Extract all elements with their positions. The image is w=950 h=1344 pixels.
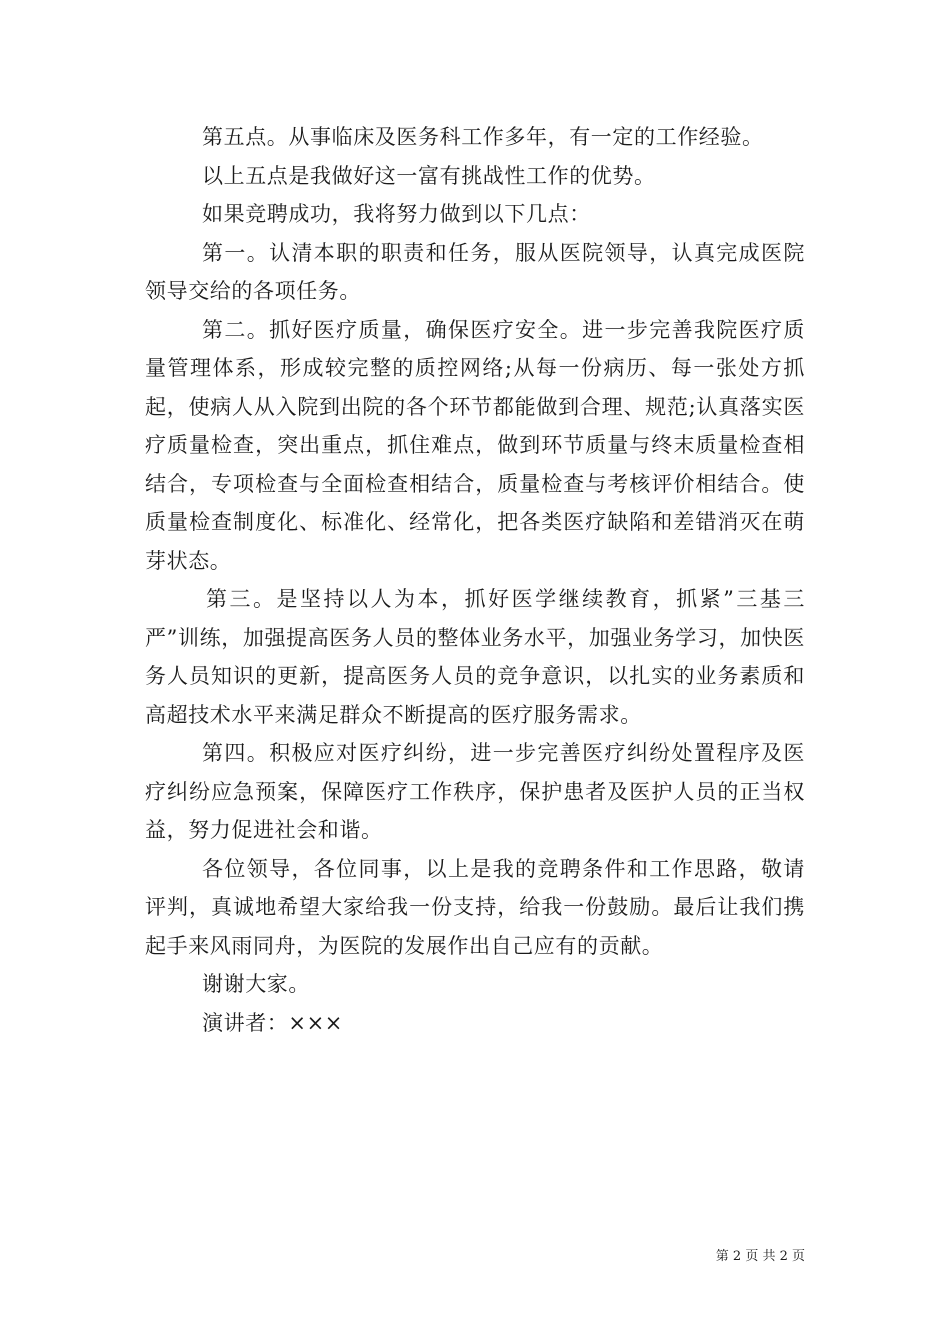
paragraph-fifth-point: 第五点。从事临床及医务科工作多年，有一定的工作经验。 <box>202 125 764 149</box>
paragraph-speaker: 演讲者：××× <box>202 1010 343 1035</box>
paragraph-closing: 各位领导，各位同事，以上是我的竞聘条件和工作思路，敬请评判，真诚地希望大家给我一份支持，给我一份鼓励。最后让我们携起手来风雨同舟，为医院的发展作出自己应有的贡献。 <box>145 856 805 958</box>
paragraph-thanks: 谢谢大家。 <box>202 972 310 996</box>
page-number: 第 2 页 共 2 页 <box>715 1249 805 1264</box>
paragraph-second: 第二。抓好医疗质量，确保医疗安全。进一步完善我院医疗质量管理体系，形成较完整的质控网络;从每一份病历、每一张处方抓起，使病人从入院到出院的各个环节都能做到合理、规范;认真落实医疗质量检查，突出重点，抓住难点，做到环节质量与终末质量检查相结合，专项检查与全面检查相结合，质量检查与考核评价相结合。使质量检查制度化、标准化、经常化，把各类医疗缺陷和差错消灭在萌芽状态。 <box>145 317 805 573</box>
paragraph-third: 第三。是坚持以人为本，抓好医学继续教育，抓紧”三基三严”训练，加强提高医务人员的整体业务水平，加强业务学习，加快医务人员知识的更新，提高医务人员的竞争意识，以扎实的业务素质和高超技术水平来满足群众不断提高的医疗服务需求。 <box>145 587 805 727</box>
paragraph-first: 第一。认清本职的职责和任务，服从医院领导，认真完成医院领导交给的各项任务。 <box>145 240 805 303</box>
paragraph-intro-plan: 如果竞聘成功，我将努力做到以下几点： <box>202 202 591 226</box>
paragraph-fourth: 第四。积极应对医疗纠纷，进一步完善医疗纠纷处置程序及医疗纠纷应急预案，保障医疗工作秩序，保护患者及医护人员的正当权益，努力促进社会和谐。 <box>145 741 805 842</box>
paragraph-summary: 以上五点是我做好这一富有挑战性工作的优势。 <box>202 163 656 188</box>
document-body <box>145 118 805 1042</box>
